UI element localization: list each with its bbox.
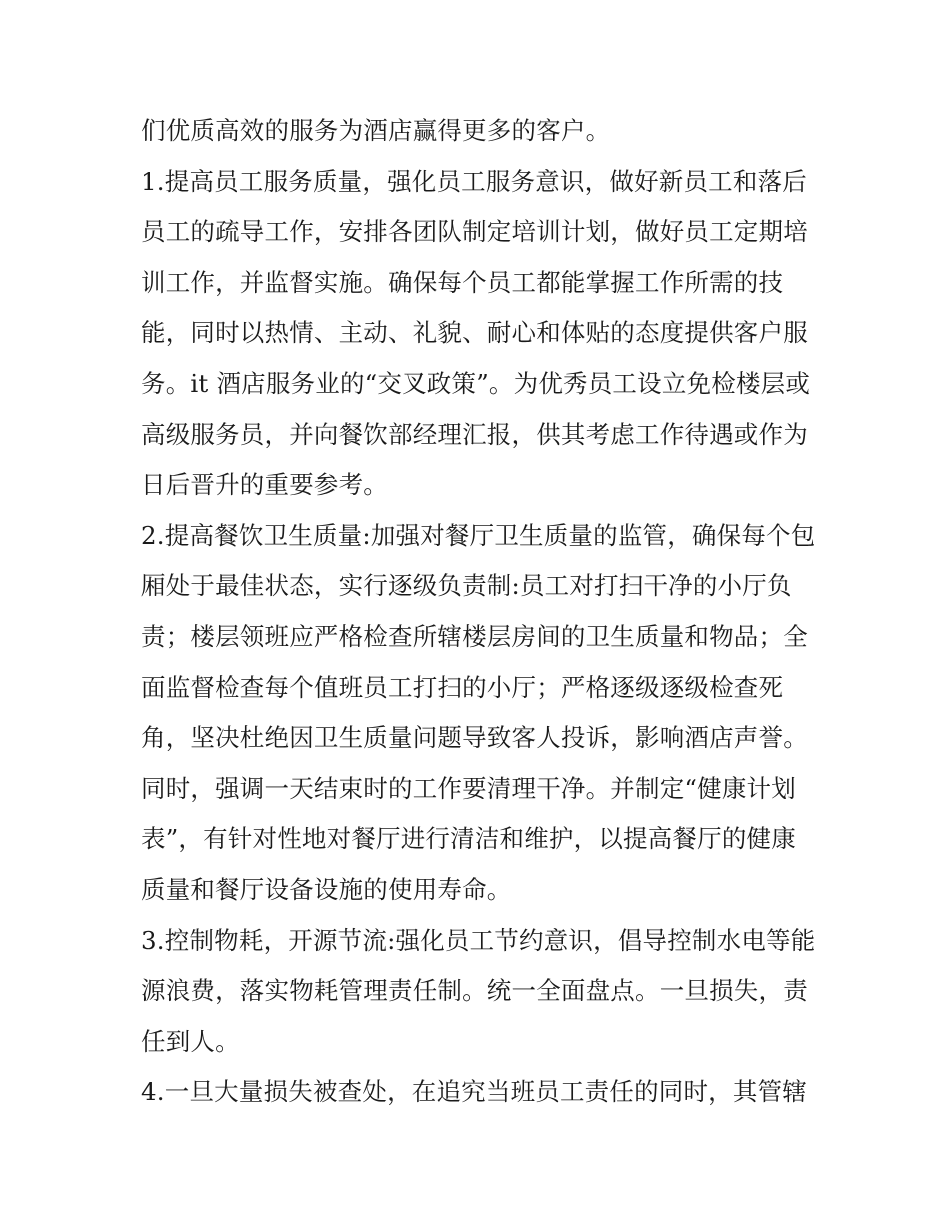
text-line: 训工作，并监督实施。确保每个员工都能掌握工作所需的技 xyxy=(141,267,784,297)
text-line: 面监督检查每个值班员工打扫的小厅；严格逐级逐级检查死 xyxy=(141,672,784,702)
text-line: 2.提高餐饮卫生质量:加强对餐厅卫生质量的监管，确保每个包 xyxy=(141,520,816,550)
text-line: 同时，强调一天结束时的工作要清理干净。并制定“健康计划 xyxy=(141,773,796,803)
text-line: 能，同时以热情、主动、礼貌、耐心和体贴的态度提供客户服 xyxy=(141,318,808,348)
text-line: 员工的疏导工作，安排各团队制定培训计划，做好员工定期培 xyxy=(141,217,808,247)
text-line: 源浪费，落实物耗管理责任制。统一全面盘点。一旦损失，责 xyxy=(141,976,808,1006)
text-line: 表”，有针对性地对餐厅进行清洁和维护，以提高餐厅的健康 xyxy=(141,824,796,854)
text-line: 厢处于最佳状态，实行逐级负责制:员工对打扫干净的小厅负 xyxy=(141,571,792,601)
text-line: 1.提高员工服务质量，强化员工服务意识，做好新员工和落后 xyxy=(141,166,807,196)
body-text xyxy=(141,106,816,1118)
text-line: 务。it 酒店服务业的“交叉政策”。为优秀员工设立免检楼层或 xyxy=(141,368,811,398)
text-line: 们优质高效的服务为酒店赢得更多的客户。 xyxy=(141,116,611,145)
text-line: 质量和餐厅设备设施的使用寿命。 xyxy=(141,874,512,904)
text-line: 任到人。 xyxy=(141,1026,240,1056)
text-line: 4.一旦大量损失被查处，在追究当班员工责任的同时，其管辖 xyxy=(141,1077,807,1107)
text-line: 日后晋升的重要参考。 xyxy=(141,470,388,500)
text-line: 高级服务员，并向餐饮部经理汇报，供其考虑工作待遇或作为 xyxy=(141,419,808,449)
text-line: 角，坚决杜绝因卫生质量问题导致客人投诉，影响酒店声誉。 xyxy=(141,723,808,753)
text-line: 3.控制物耗，开源节流:强化员工节约意识，倡导控制水电等能 xyxy=(141,925,816,955)
text-line: 责；楼层领班应严格检查所辖楼层房间的卫生质量和物品；全 xyxy=(141,621,808,651)
